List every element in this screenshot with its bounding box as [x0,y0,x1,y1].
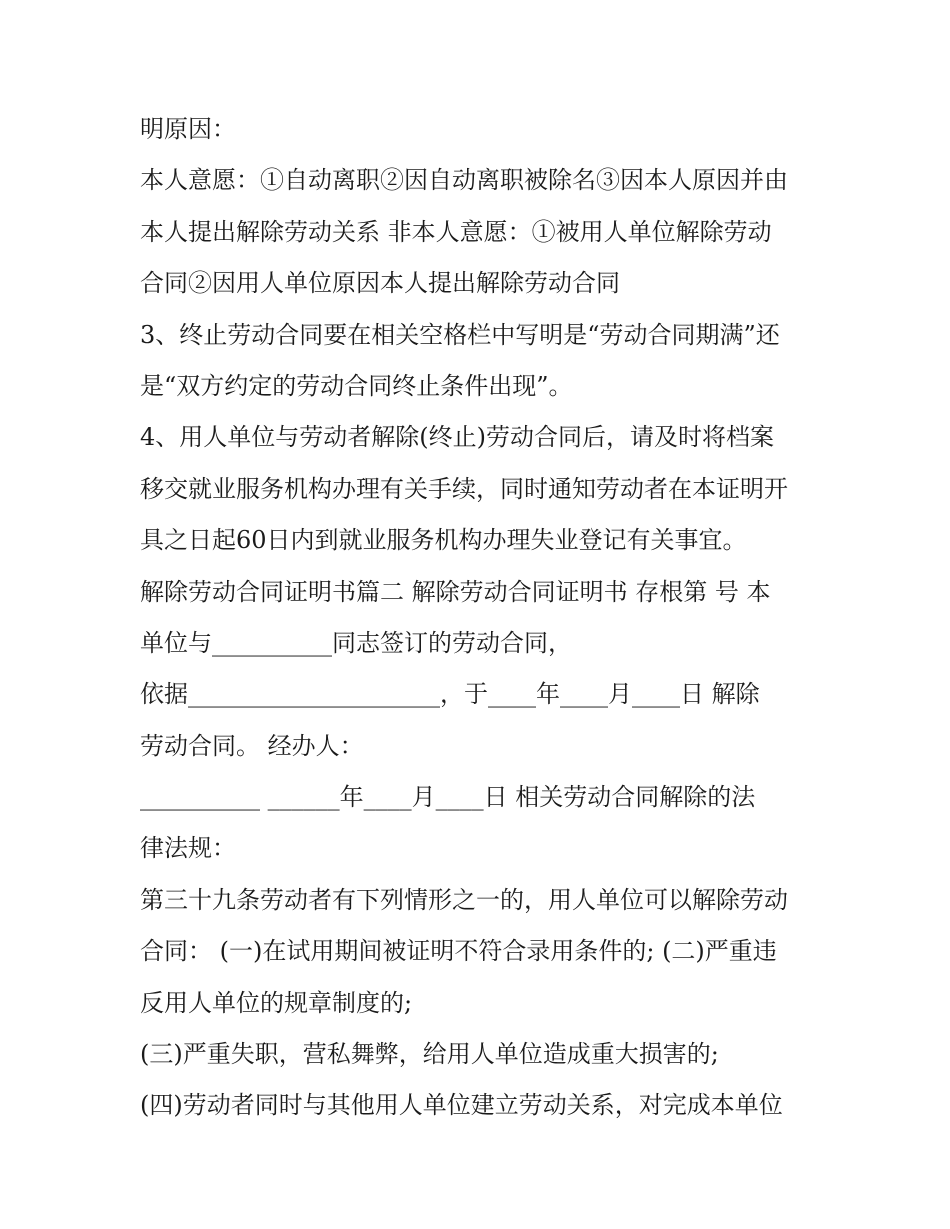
text-line: 依据_____________________，于____年____月____日 解除 [140,680,760,709]
text-line: 4、用人单位与劳动者解除(终止)劳动合同后，请及时将档案 [140,423,774,452]
document-body [140,104,820,1132]
text-line: 明原因： [140,115,236,143]
text-line: 是“双方约定的劳动合同终止条件出现”。 [140,371,573,400]
text-line: __________ ______年____月____日 相关劳动合同解除的法 [140,783,756,812]
text-line: 合同： (一)在试用期间被证明不符合录用条件的; (二)严重违 [140,937,777,966]
text-line: 合同②因用人单位原因本人提出解除劳动合同 [140,269,620,298]
text-line: (四)劳动者同时与其他用人单位建立劳动关系，对完成本单位 [140,1091,783,1120]
text-line: 第三十九条劳动者有下列情形之一的，用人单位可以解除劳动 [140,885,788,914]
text-line: 本人意愿：①自动离职②因自动离职被除名③因本人原因并由 [140,166,788,195]
text-line: 本人提出解除劳动关系 非本人意愿：①被用人单位解除劳动 [140,217,772,246]
text-line: (三)严重失职，营私舞弊，给用人单位造成重大损害的; [140,1040,719,1069]
text-line: 单位与__________同志签订的劳动合同， [140,628,572,657]
text-line: 具之日起60日内到就业服务机构办理失业登记有关事宜。 [140,526,747,555]
text-line: 移交就业服务机构办理有关手续，同时通知劳动者在本证明开 [140,474,788,503]
text-line: 律法规： [140,834,236,863]
text-line: 3、终止劳动合同要在相关空格栏中写明是“劳动合同期满”还 [140,320,780,349]
text-line: 劳动合同。 经办人： [140,731,364,760]
text-line: 解除劳动合同证明书篇二 解除劳动合同证明书 存根第 号 本 [140,577,771,606]
text-line: 反用人单位的规章制度的; [140,988,413,1017]
